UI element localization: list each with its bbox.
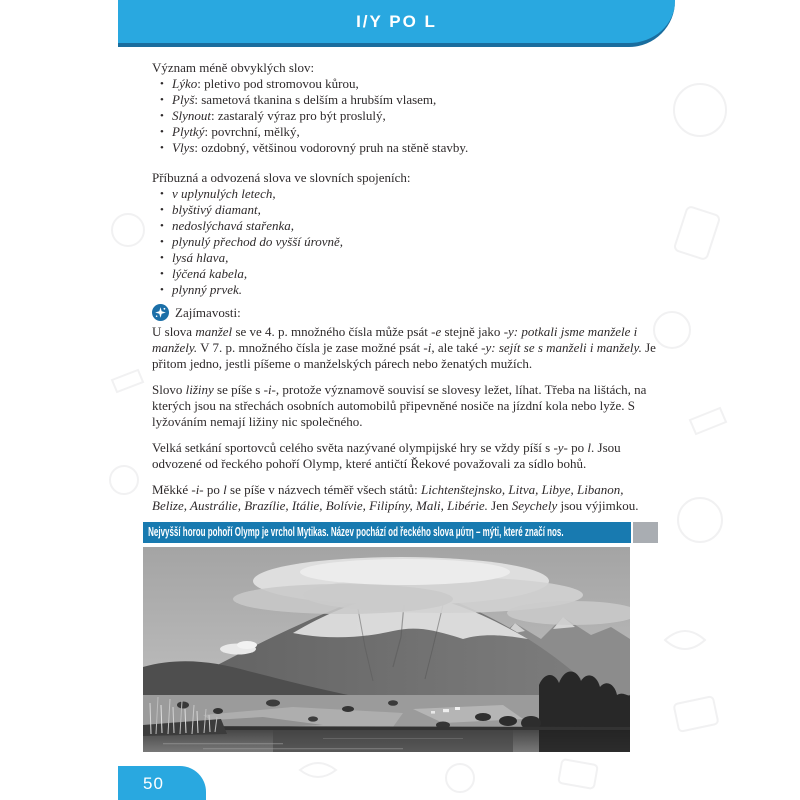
bullet-icon: •: [160, 110, 164, 122]
list-item: [152, 282, 660, 298]
text-segment: Velká setkání sportovců celého světa nazývané olympijské hry se vždy píší s: [152, 440, 554, 455]
list-item: [152, 250, 660, 266]
list-item-text: [172, 92, 660, 108]
bullet-icon: •: [160, 126, 164, 138]
bullet-icon: •: [160, 236, 164, 248]
paragraph: [152, 170, 660, 186]
text-segment: ližiny: [185, 382, 214, 397]
caption-end-tab: [633, 522, 658, 543]
bullet-icon: •: [160, 252, 164, 264]
text-segment: po: [567, 440, 588, 455]
page-title: I/Y PO L: [356, 12, 437, 31]
bullet-icon: •: [160, 284, 164, 296]
text-segment: , ale také: [431, 340, 482, 355]
paragraph: [152, 482, 660, 514]
sparkle-icon: [152, 304, 169, 321]
text-segment: Měkké: [152, 482, 192, 497]
list-item: [152, 234, 660, 250]
list-item-text: [172, 202, 660, 218]
bullet-icon: •: [160, 142, 164, 154]
text-segment: -e: [431, 324, 442, 339]
text-segment: nedoslýchavá stařenka,: [172, 218, 295, 233]
bullet-icon: •: [160, 268, 164, 280]
list-item-text: [172, 218, 660, 234]
figure: [143, 522, 658, 752]
text-segment: se píše s: [213, 382, 264, 397]
text-segment: potkali jsme manžele i manžely.: [152, 324, 638, 355]
text-segment: U slova: [152, 324, 196, 339]
content-blocks-bottom: [152, 324, 660, 514]
list-item: [152, 218, 660, 234]
bullet-list: [152, 76, 660, 156]
list-item-text: [172, 234, 660, 250]
content-area: [152, 60, 660, 524]
list-item: [152, 76, 660, 92]
text-segment: Jen: [487, 498, 512, 513]
list-item: [152, 202, 660, 218]
note-label: Zajímavosti:: [175, 304, 241, 320]
text-segment: -i-: [263, 382, 276, 397]
bullet-icon: •: [160, 78, 164, 90]
text-segment: sejít se s manželi i manžely.: [498, 340, 642, 355]
text-segment: po: [203, 482, 224, 497]
paragraph: [152, 440, 660, 472]
text-segment: : zastaralý výraz pro být proslulý,: [211, 108, 386, 123]
figure-caption-bar: [143, 522, 631, 543]
text-segment: l: [587, 440, 592, 455]
bullet-icon: •: [160, 94, 164, 106]
text-segment: , protože významově souvisí se slovesy ležet, líhat. Třeba na lištách, na kterých jsou na střechách osobních automobilů připevněné nosiče na jízdní kola nebo lyže. S lyžováním nemají ližiny nic společného.: [152, 382, 647, 429]
list-item: [152, 92, 660, 108]
list-item-text: [172, 108, 660, 124]
list-item-text: [172, 124, 660, 140]
text-segment: plynný prvek.: [172, 282, 243, 297]
list-item-text: [172, 266, 660, 282]
text-segment: se píše v názvech téměř všech států:: [226, 482, 421, 497]
bullet-icon: •: [160, 204, 164, 216]
list-item: [152, 140, 660, 156]
list-item-text: [172, 140, 660, 156]
list-item-text: [172, 186, 660, 202]
list-item: [152, 186, 660, 202]
list-item-text: [172, 76, 660, 92]
text-segment: : povrchní, mělký,: [204, 124, 300, 139]
text-segment: -i-: [191, 482, 204, 497]
text-segment: l: [223, 482, 227, 497]
text-segment: lysá hlava,: [172, 250, 229, 265]
olympus-photo: [143, 547, 630, 752]
header-bar: [118, 0, 675, 47]
note-heading: [152, 304, 660, 321]
text-segment: -i: [423, 340, 432, 355]
paragraph: [152, 382, 660, 430]
text-segment: Plytký: [172, 124, 205, 139]
text-segment: Význam méně obvyklých slov:: [152, 60, 315, 75]
text-segment: Lýko: [172, 76, 198, 91]
text-segment: Příbuzná a odvozená slova ve slovních spojeních:: [152, 170, 411, 185]
text-segment: v uplynulých letech,: [172, 186, 276, 201]
text-segment: . Jsou odvozené od řeckého pohoří Olymp, které antičtí Řekové považovali za sídlo bohů.: [152, 440, 621, 471]
bullet-list: [152, 186, 660, 298]
content-blocks-top: [152, 60, 660, 298]
text-segment: stejně jako: [441, 324, 504, 339]
text-segment: jsou výjimkou.: [557, 498, 639, 513]
list-item-text: [172, 250, 660, 266]
list-item: [152, 124, 660, 140]
text-segment: -y:: [481, 340, 496, 355]
text-segment: Vlys: [172, 140, 195, 155]
text-segment: Seychely: [511, 498, 558, 513]
text-segment: lýčená kabela,: [172, 266, 248, 281]
list-item-text: [172, 282, 660, 298]
list-item: [152, 266, 660, 282]
text-segment: plynulý přechod do vyšší úrovně,: [172, 234, 343, 249]
paragraph: [152, 324, 660, 372]
text-segment: Slovo: [152, 382, 186, 397]
text-segment: : ozdobný, většinou vodorovný pruh na stěně stavby.: [194, 140, 469, 155]
text-segment: : sametová tkanina s delším a hrubším vlasem,: [194, 92, 437, 107]
list-item: [152, 108, 660, 124]
paragraph: [152, 60, 660, 76]
text-segment: V 7. p. množného čísla je zase možné psát: [197, 340, 424, 355]
figure-caption-text: Nejvyšší horou pohoří Olymp je vrchol Mytikas. Název pochází od řeckého slova μύτη – mýti, které značí nos.: [148, 525, 564, 539]
page-number: 50: [143, 774, 164, 793]
text-segment: : pletivo pod stromovou kůrou,: [197, 76, 359, 91]
text-segment: manžel: [195, 324, 233, 339]
bullet-icon: •: [160, 188, 164, 200]
text-segment: Je přitom jedno, jestli píšeme o manželských párech nebo ženatých mužích.: [152, 340, 656, 371]
page-number-tab: [118, 766, 206, 800]
bullet-icon: •: [160, 220, 164, 232]
text-segment: se ve 4. p. množného čísla může psát: [232, 324, 432, 339]
text-segment: Lichtenštejnsko, Litva, Libye, Libanon, Belize, Austrálie, Brazílie, Itálie, Bolívie, Filipíny, Mali, Libérie.: [152, 482, 624, 513]
text-segment: -y:: [503, 324, 519, 339]
text-segment: Slynout: [172, 108, 211, 123]
text-segment: blyštivý diamant,: [172, 202, 261, 217]
text-segment: -y-: [553, 440, 568, 455]
text-segment: Plyš: [172, 92, 195, 107]
